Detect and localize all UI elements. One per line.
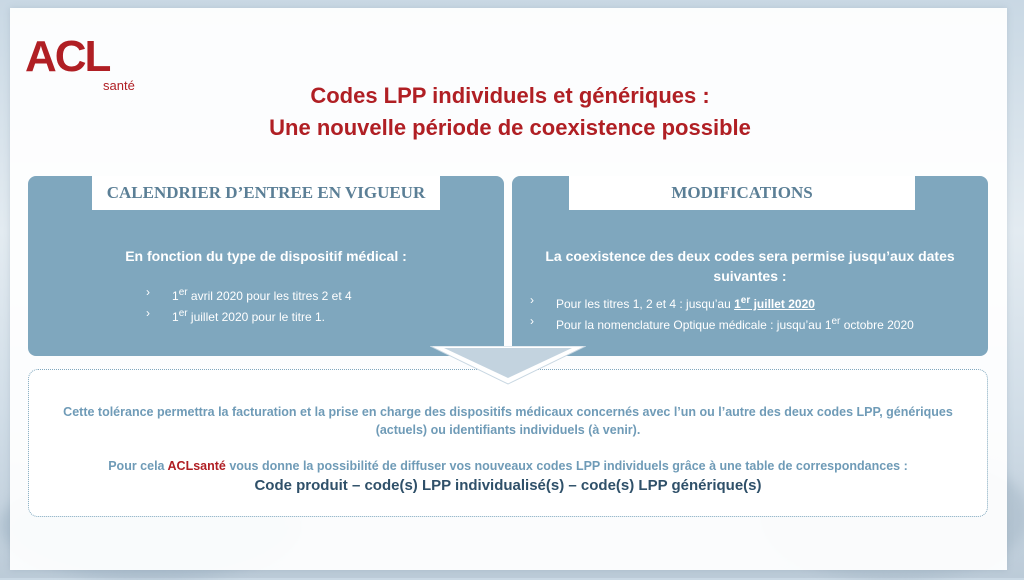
bullet-chevron-icon: › [530, 314, 534, 328]
calendar-bullet-list [146, 284, 352, 326]
bullet-prefix: 1 [172, 289, 179, 303]
calendar-panel [28, 176, 504, 356]
acl-sante-logo [25, 32, 143, 95]
highlight-date [734, 297, 815, 311]
logo-sub-text: santé [103, 78, 135, 93]
list-item [530, 292, 914, 313]
modifications-panel-header: MODIFICATIONS [569, 176, 915, 210]
para2-before: Pour cela [108, 459, 168, 473]
summary-code-line: Code produit – code(s) LPP individualisé(s) – code(s) LPP générique(s) [254, 477, 762, 494]
bullet-chevron-icon: › [146, 285, 150, 299]
down-arrow-icon [430, 346, 586, 386]
bullet-text: Pour les titres 1, 2 et 4 : jusqu’au [556, 297, 735, 311]
bullet-sup: er [178, 308, 188, 319]
brand-name: ACLsanté [167, 459, 226, 473]
page-title [160, 80, 860, 144]
logo-main-text: ACL [25, 32, 110, 81]
modifications-panel [512, 176, 988, 356]
bullet-tail: octobre 2020 [840, 318, 914, 332]
title-line-1: Codes LPP individuels et génériques : [310, 83, 710, 108]
list-item [530, 313, 914, 334]
title-line-2: Une nouvelle période de coexistence possible [269, 115, 751, 140]
bullet-sup: er [831, 316, 841, 327]
list-item [146, 284, 352, 305]
modifications-bullet-list [530, 292, 914, 334]
bullet-chevron-icon: › [146, 306, 150, 320]
calendar-panel-lead: En fonction du type de dispositif médical : [125, 248, 407, 264]
bullet-chevron-icon: › [530, 293, 534, 307]
bullet-text: avril 2020 pour les titres 2 et 4 [187, 289, 352, 303]
highlight-prefix: 1 [734, 297, 741, 311]
calendar-panel-header: CALENDRIER D’ENTREE EN VIGUEUR [92, 176, 440, 210]
bullet-text: Pour la nomenclature Optique médicale : jusqu’au 1 [556, 318, 832, 332]
para2-after: vous donne la possibilité de diffuser vos nouveaux codes LPP individuels grâce à une table de correspondances : [225, 459, 908, 473]
summary-paragraph-2 [39, 457, 977, 475]
highlight-text: juillet 2020 [750, 297, 815, 311]
bullet-text: juillet 2020 pour le titre 1. [187, 310, 326, 324]
bullet-sup: er [178, 287, 188, 298]
list-item [146, 305, 352, 326]
highlight-sup: er [740, 295, 751, 306]
summary-paragraph-1: Cette tolérance permettra la facturation et la prise en charge des dispositifs médicaux concernés avec l’un ou l’autre des deux codes LPP, génériques (actuels) ou identifiants individuels (à venir). [63, 405, 953, 437]
modifications-panel-lead: La coexistence des deux codes sera permise jusqu’aux dates suivantes : [545, 248, 955, 284]
summary-box [28, 369, 988, 517]
bullet-prefix: 1 [172, 310, 179, 324]
